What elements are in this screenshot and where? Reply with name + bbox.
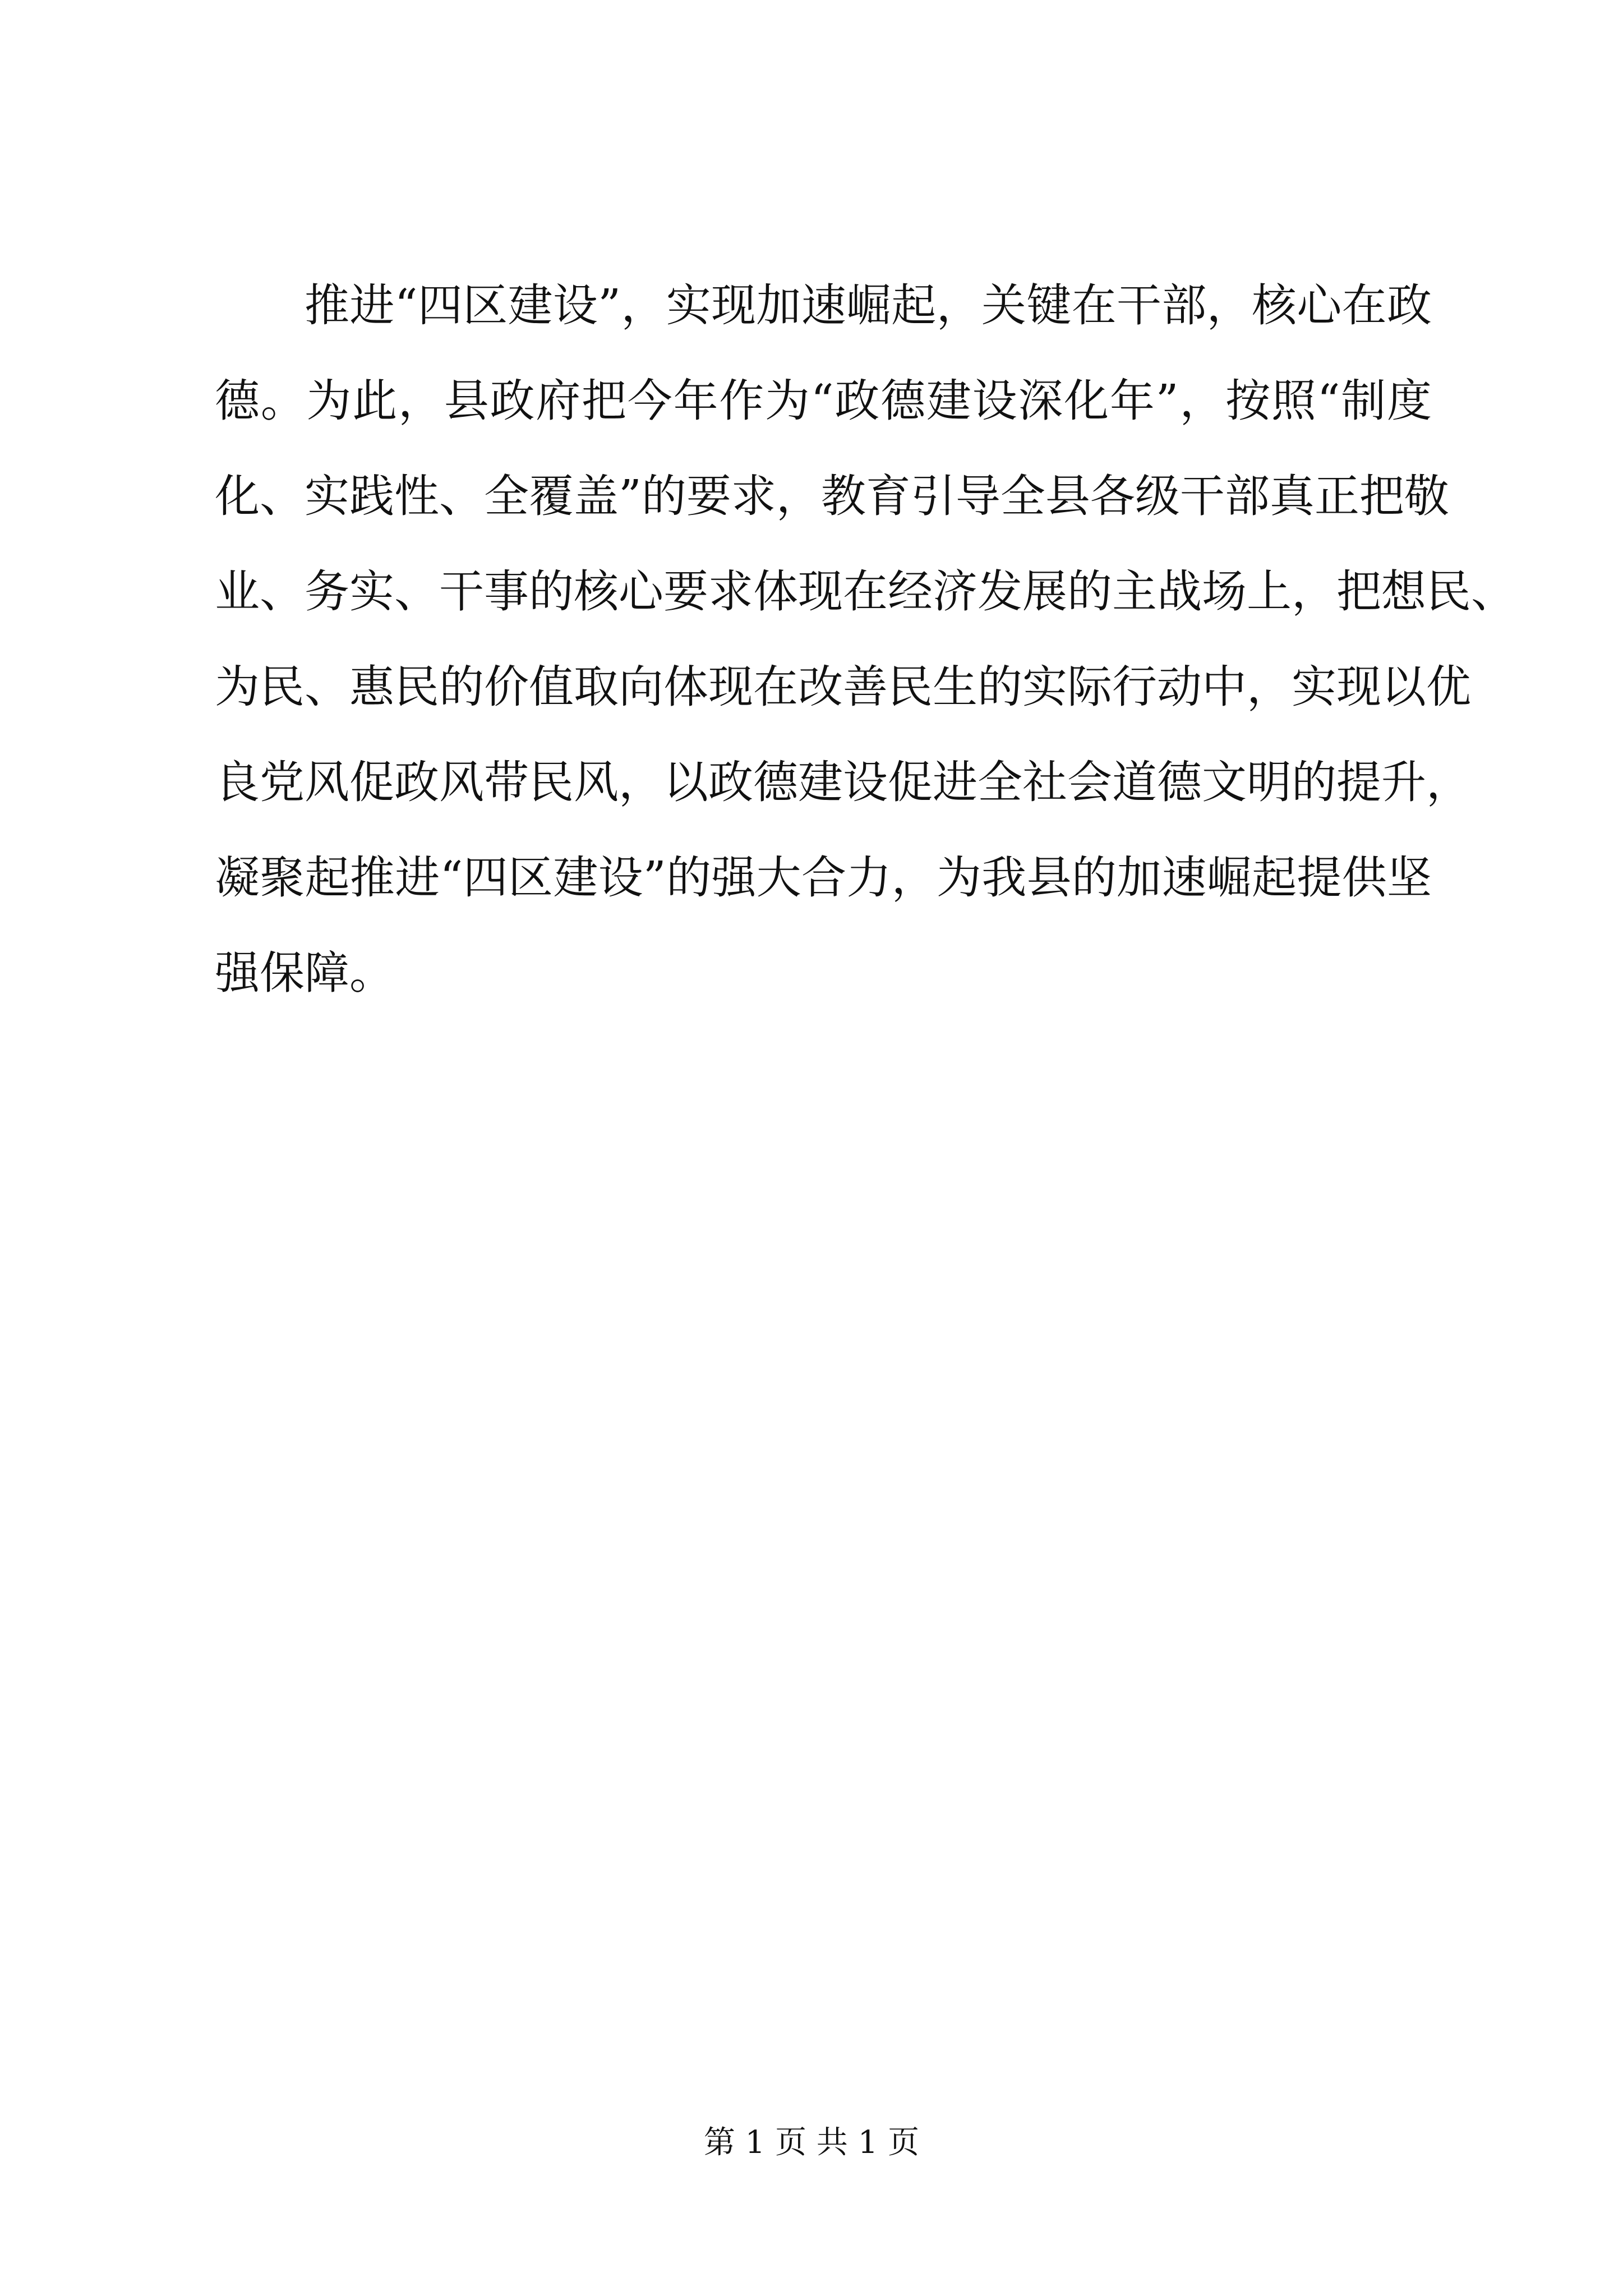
paragraph-line: 化、实践性、全覆盖”的要求，教育引导全县各级干部真正把敬	[215, 470, 1449, 522]
paragraph-line: 德。为此，县政府把今年作为“政德建设深化年”，按照“制度	[215, 375, 1432, 427]
page-number-label: 第 1 页 共 1 页	[703, 2124, 920, 2161]
paragraph-line: 为民、惠民的价值取向体现在改善民生的实际行动中，实现以优	[215, 661, 1471, 713]
page-footer	[0, 2120, 1623, 2165]
paragraph-line: 凝聚起推进“四区建设”的强大合力，为我县的加速崛起提供坚	[215, 852, 1432, 904]
paragraph-line: 推进“四区建设”，实现加速崛起，关键在干部，核心在政	[305, 279, 1432, 332]
paragraph-line: 良党风促政风带民风，以政德建设促进全社会道德文明的提升，	[215, 756, 1471, 808]
paragraph-line: 强保障。	[215, 947, 394, 999]
paragraph-line: 业、务实、干事的核心要求体现在经济发展的主战场上，把想民、	[215, 565, 1516, 618]
body-paragraph	[215, 258, 1516, 1021]
